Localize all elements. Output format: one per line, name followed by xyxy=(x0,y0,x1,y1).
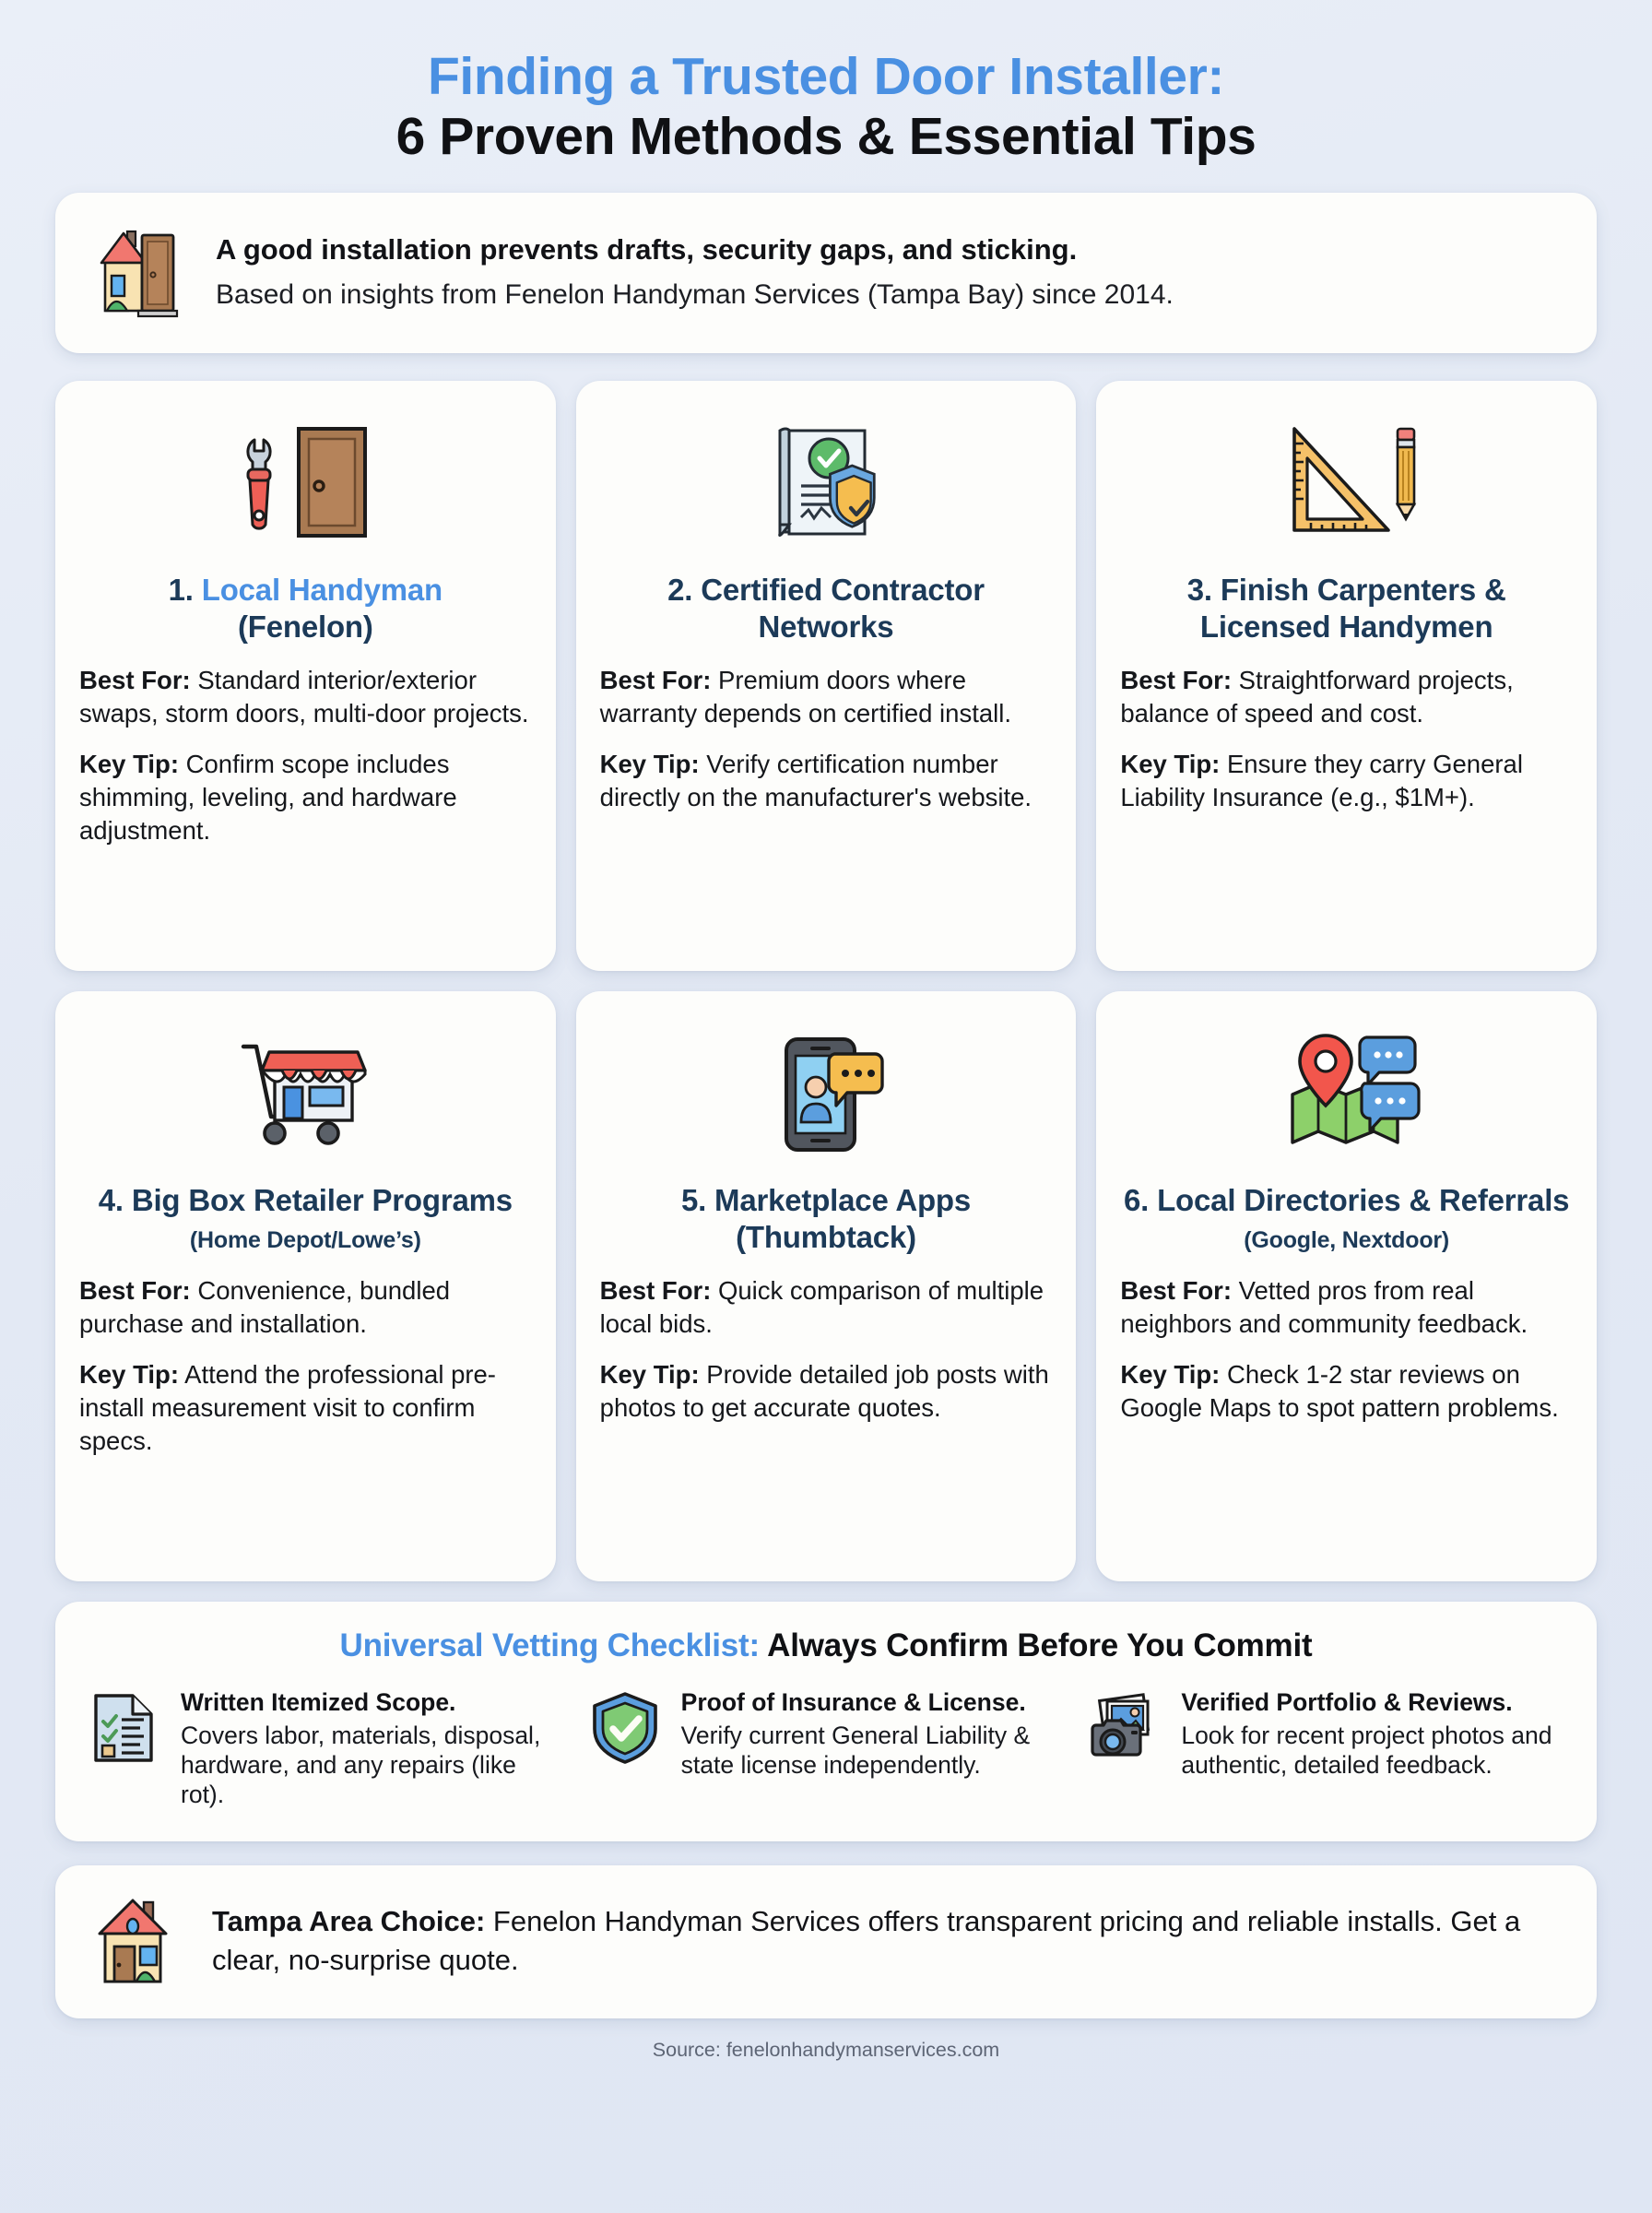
method-title-3 xyxy=(1120,572,1573,646)
footer-cta-text xyxy=(212,1902,1560,1978)
method-title-paren-6: (Google, Nextdoor) xyxy=(1244,1227,1450,1254)
method-card-1[interactable] xyxy=(55,381,556,971)
key-tip-text: Confirm scope includes shimming, leveling, and hardware adjustment. xyxy=(79,750,457,846)
method-title-second-1: (Fenelon) xyxy=(237,609,373,645)
method-best-for-2 xyxy=(600,664,1053,730)
checklist-item-1 xyxy=(87,1688,565,1810)
best-for-text: Vetted pros from real neighbors and community feedback. xyxy=(1120,1276,1528,1339)
checklist-item-3 xyxy=(1087,1688,1565,1810)
shield-check-icon xyxy=(587,1690,663,1766)
key-tip-text: Check 1-2 star reviews on Google Maps to spot pattern problems. xyxy=(1120,1360,1559,1423)
method-title-main-2: Certified Contractor Networks xyxy=(701,572,985,645)
best-for-text: Premium doors where warranty depends on certified install. xyxy=(599,666,1012,728)
vetting-checklist-panel xyxy=(55,1602,1597,1841)
intro-headline: A good installation prevents drafts, security gaps, and sticking. xyxy=(216,232,1078,266)
best-for-text: Convenience, bundled purchase and installation. xyxy=(79,1276,451,1339)
method-title-5 xyxy=(600,1182,1053,1257)
methods-row-2 xyxy=(55,991,1597,1581)
house-icon xyxy=(92,1893,184,1989)
method-card-4[interactable] xyxy=(55,991,556,1581)
method-best-for-3 xyxy=(1120,664,1573,730)
intro-text xyxy=(216,231,1556,313)
best-for-label: Best For: xyxy=(79,666,191,695)
intro-subline: Based on insights from Fenelon Handyman Services (Tampa Bay) since 2014. xyxy=(216,278,1174,310)
best-for-text: Standard interior/exterior swaps, storm doors, multi-door projects. xyxy=(79,666,529,728)
method-number-4: 4. xyxy=(98,1182,124,1217)
best-for-label: Best For: xyxy=(79,1276,191,1306)
footer-cta-label: Tampa Area Choice: xyxy=(212,1905,486,1938)
best-for-label: Best For: xyxy=(1120,1276,1233,1306)
checklist-title-1: Written Itemized Scope. xyxy=(181,1687,456,1716)
checklist-title-3: Verified Portfolio & Reviews. xyxy=(1181,1687,1513,1716)
method-title-1 xyxy=(79,572,532,646)
camera-photos-icon xyxy=(1087,1690,1162,1766)
best-for-label: Best For: xyxy=(599,1276,712,1306)
method-card-5[interactable] xyxy=(576,991,1077,1581)
title-line-2: 6 Proven Methods & Essential Tips xyxy=(395,106,1257,166)
key-tip-label: Key Tip: xyxy=(599,1360,700,1390)
methods-row-1 xyxy=(55,381,1597,971)
checklist-item-2 xyxy=(587,1688,1066,1810)
method-key-tip-2 xyxy=(600,748,1053,814)
footer-cta-banner xyxy=(55,1865,1597,2018)
best-for-label: Best For: xyxy=(1120,666,1233,695)
checklist-desc-3: Look for recent project photos and authentic, detailed feedback. xyxy=(1181,1721,1552,1779)
key-tip-label: Key Tip: xyxy=(79,750,179,779)
title-line-1: Finding a Trusted Door Installer: xyxy=(427,47,1225,106)
method-title-main-1: Local Handyman xyxy=(201,572,442,607)
best-for-text: Straightforward projects, balance of speed and cost. xyxy=(1120,666,1514,728)
key-tip-label: Key Tip: xyxy=(1120,1360,1221,1390)
shopping-cart-store-icon xyxy=(79,1015,532,1177)
method-number-2: 2. xyxy=(667,572,693,607)
checklist-items xyxy=(87,1688,1565,1810)
method-key-tip-3 xyxy=(1120,748,1573,814)
checklist-document-icon xyxy=(87,1690,162,1766)
method-title-4 xyxy=(79,1182,532,1257)
checklist-title-2: Proof of Insurance & License. xyxy=(680,1687,1026,1716)
method-title-main-3: Finish Carpenters & Licensed Handymen xyxy=(1199,572,1506,645)
wrench-and-door-icon xyxy=(79,405,532,566)
key-tip-text: Verify certification number directly on the manufacturer's website. xyxy=(599,750,1032,812)
checklist-desc-2: Verify current General Liability & state license independently. xyxy=(680,1721,1031,1779)
method-title-main-4: Big Box Retailer Programs xyxy=(131,1182,513,1217)
checklist-heading xyxy=(87,1627,1565,1664)
checklist-heading-rest: Always Confirm Before You Commit xyxy=(759,1627,1313,1663)
method-key-tip-6 xyxy=(1120,1358,1573,1425)
method-title-main-5: Marketplace Apps xyxy=(714,1182,972,1217)
map-pin-reviews-icon xyxy=(1120,1015,1573,1177)
method-key-tip-1 xyxy=(79,748,532,847)
checklist-text-3 xyxy=(1181,1688,1565,1780)
key-tip-text: Attend the professional pre-install measurement visit to confirm specs. xyxy=(79,1360,496,1456)
key-tip-text: Ensure they carry General Liability Insurance (e.g., $1M+). xyxy=(1120,750,1523,812)
checklist-heading-accent: Universal Vetting Checklist: xyxy=(339,1627,760,1663)
page-title xyxy=(55,48,1597,167)
method-key-tip-5 xyxy=(600,1358,1053,1425)
key-tip-label: Key Tip: xyxy=(1120,750,1221,779)
ruler-triangle-pencil-icon xyxy=(1120,405,1573,566)
method-best-for-6 xyxy=(1120,1274,1573,1341)
method-title-second-5: (Thumbtack) xyxy=(736,1220,916,1255)
method-number-6: 6. xyxy=(1124,1182,1150,1217)
method-title-2 xyxy=(600,572,1053,646)
method-best-for-5 xyxy=(600,1274,1053,1341)
checklist-text-2 xyxy=(681,1688,1066,1780)
checklist-text-1 xyxy=(181,1688,565,1810)
house-with-door-icon xyxy=(96,224,184,320)
key-tip-text: Provide detailed job posts with photos to get accurate quotes. xyxy=(599,1360,1049,1423)
source-line: Source: fenelonhandymanservices.com xyxy=(652,2038,1000,2061)
best-for-label: Best For: xyxy=(599,666,712,695)
checklist-desc-1: Covers labor, materials, disposal, hardware, and any repairs (like rot). xyxy=(181,1721,541,1809)
method-card-6[interactable] xyxy=(1096,991,1597,1581)
certificate-scroll-shield-icon xyxy=(600,405,1053,566)
method-title-6 xyxy=(1120,1182,1573,1257)
method-number-1: 1. xyxy=(168,572,194,607)
method-number-5: 5. xyxy=(680,1182,707,1217)
method-best-for-4 xyxy=(79,1274,532,1341)
footer-cta-body: Fenelon Handyman Services offers transparent pricing and reliable installs. Get a clear, no-surprise quote. xyxy=(212,1905,1521,1976)
key-tip-label: Key Tip: xyxy=(79,1360,179,1390)
method-card-3[interactable] xyxy=(1096,381,1597,971)
smartphone-chat-icon xyxy=(600,1015,1053,1177)
method-card-2[interactable] xyxy=(576,381,1077,971)
method-title-paren-4: (Home Depot/Lowe’s) xyxy=(189,1227,421,1254)
method-key-tip-4 xyxy=(79,1358,532,1458)
method-title-main-6: Local Directories & Referrals xyxy=(1157,1182,1570,1217)
intro-banner xyxy=(55,193,1597,353)
method-best-for-1 xyxy=(79,664,532,730)
best-for-text: Quick comparison of multiple local bids. xyxy=(599,1276,1044,1339)
key-tip-label: Key Tip: xyxy=(599,750,700,779)
method-number-3: 3. xyxy=(1186,572,1212,607)
